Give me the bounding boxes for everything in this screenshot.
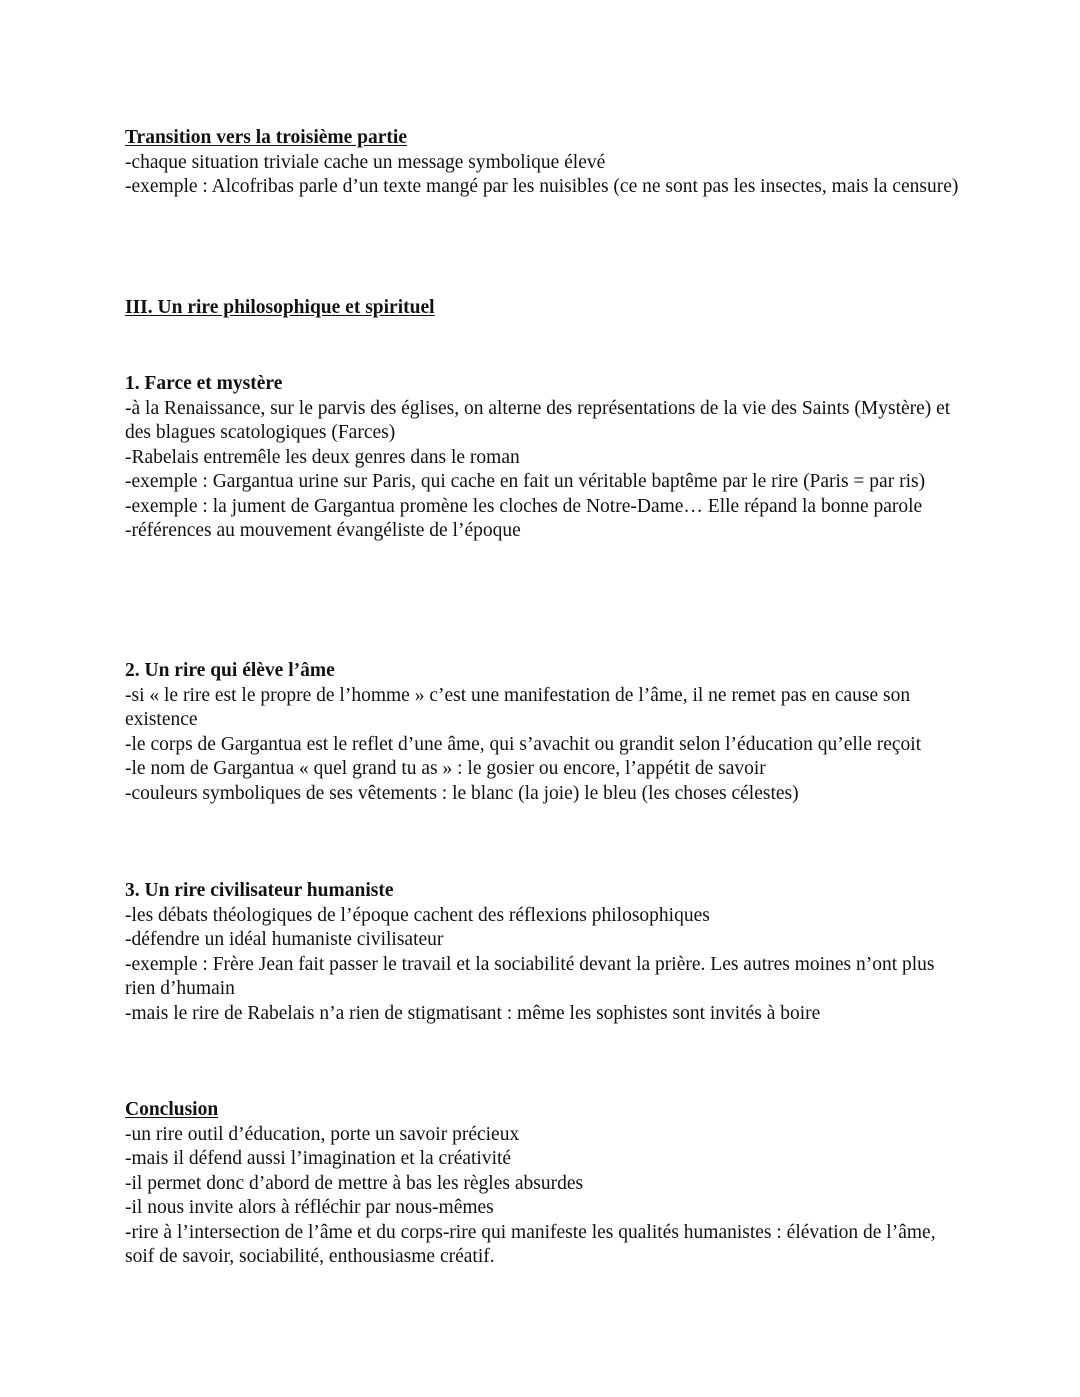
conclusion-line: -rire à l’intersection de l’âme et du corps-rire qui manifeste les qualités humanistes : élévation de l’âme, soif de savoir, sociabilité, enthousiasme créatif. [125, 1221, 936, 1267]
subsection-line: -exemple : Gargantua urine sur Paris, qui cache en fait un véritable baptême par le rire (Paris = par ris) [125, 471, 926, 492]
subsection-line: -le corps de Gargantua est le reflet d’une âme, qui s’avachit ou grandit selon l’éducation qu’elle reçoit [125, 733, 922, 755]
conclusion-line: -un rire outil d’éducation, porte un savoir précieux [125, 1123, 520, 1145]
conclusion-section [125, 1098, 965, 1270]
subsection-line: -défendre un idéal humaniste civilisateur [125, 929, 444, 950]
conclusion-line: -mais il défend aussi l’imagination et la créativité [125, 1148, 512, 1169]
subsection-line: -le nom de Gargantua « quel grand tu as » : le gosier ou encore, l’appétit de savoir [125, 758, 766, 779]
subsection-rire-eleve-ame [125, 659, 965, 806]
subsection-line: -exemple : la jument de Gargantua promène les cloches de Notre-Dame… Elle répand la bonne parole [125, 495, 923, 517]
subsection-title: 2. Un rire qui élève l’âme [125, 660, 335, 681]
subsection-line: -références au mouvement évangéliste de l’époque [125, 520, 521, 541]
subsection-title: 3. Un rire civilisateur humaniste [125, 880, 394, 901]
transition-title: Transition vers la troisième partie [125, 127, 407, 148]
subsection-title: 1. Farce et mystère [125, 373, 283, 394]
subsection-line: -les débats théologiques de l’époque cachent des réflexions philosophiques [125, 904, 710, 926]
subsection-farce-et-mystere [125, 372, 965, 544]
transition-section [125, 126, 965, 200]
subsection-line: -Rabelais entremêle les deux genres dans le roman [125, 446, 520, 468]
part-three-title: III. Un rire philosophique et spirituel [125, 297, 435, 318]
conclusion-title: Conclusion [125, 1099, 219, 1120]
subsection-line: -mais le rire de Rabelais n’a rien de stigmatisant : même les sophistes sont invités à boire [125, 1002, 821, 1024]
subsection-line: -si « le rire est le propre de l’homme » c’est une manifestation de l’âme, il ne remet pas en cause son existence [125, 684, 911, 730]
subsection-line: -exemple : Frère Jean fait passer le travail et la sociabilité devant la prière. Les autres moines n’ont plus rien d’humain [125, 953, 935, 999]
subsection-rire-civilisateur [125, 879, 965, 1026]
transition-line: -exemple : Alcofribas parle d’un texte mangé par les nuisibles (ce ne sont pas les insectes, mais la censure) [125, 176, 959, 197]
transition-line: -chaque situation triviale cache un message symbolique élevé [125, 151, 606, 173]
conclusion-line: -il permet donc d’abord de mettre à bas les règles absurdes [125, 1172, 584, 1194]
subsection-line: -couleurs symboliques de ses vêtements : le blanc (la joie) le bleu (les choses célestes) [125, 782, 799, 804]
part-three-section [125, 296, 965, 321]
conclusion-line: -il nous invite alors à réfléchir par nous-mêmes [125, 1197, 494, 1218]
subsection-line: -à la Renaissance, sur le parvis des églises, on alterne des représentations de la vie des Saints (Mystère) et des blagues scatologiques (Farces) [125, 397, 951, 443]
